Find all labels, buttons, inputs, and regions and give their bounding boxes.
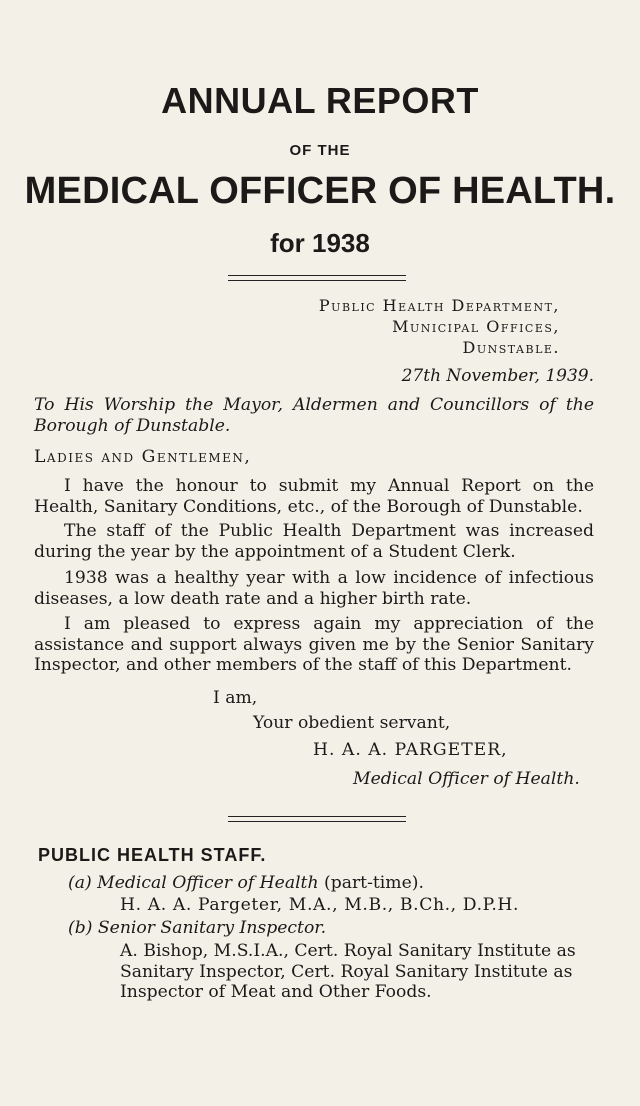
signature-name: H. A. A. PARGETER, (313, 740, 508, 760)
staff-b-marker: (b) (68, 918, 93, 938)
staff-b-line-2: Sanitary Inspector, Cert. Royal Sanitary Institute as (120, 962, 573, 982)
staff-b-title: Senior Sanitary Inspector. (97, 918, 327, 938)
closing-servant: Your obedient servant, (253, 713, 451, 733)
staff-a-note: (part-time). (324, 873, 424, 893)
letter-salutation (34, 395, 594, 436)
closing-i-am: I am, (213, 688, 258, 708)
divider-rule (228, 275, 406, 281)
staff-item-a (68, 873, 424, 893)
address-town: Dunstable. (462, 338, 560, 357)
report-title: ANNUAL REPORT (161, 80, 479, 121)
address-department: Public Health Department, (318, 296, 560, 315)
letter-greeting: Ladies and Gentlemen, (34, 447, 252, 467)
paragraph-1: I have the honour to submit my Annual Report on the Health, Sanitary Conditions, etc., of the Borough of Dunstable. (34, 476, 594, 517)
paragraph-3: 1938 was a healthy year with a low incidence of infectious diseases, a low death rate and a higher birth rate. (34, 568, 594, 609)
paragraph-4: I am pleased to express again my appreciation of the assistance and support always given me by the Senior Sanitary Inspector, and other members of the staff of this Department. (34, 614, 594, 675)
staff-a-name: H. A. A. Pargeter, M.A., M.B., B.Ch., D.P.H. (120, 895, 520, 915)
staff-b-line-1: A. Bishop, M.S.I.A., Cert. Royal Sanitary Institute as (120, 941, 576, 961)
staff-item-b (68, 918, 326, 938)
paragraph-2: The staff of the Public Health Department was increased during the year by the appointment of a Student Clerk. (34, 521, 594, 562)
staff-heading: PUBLIC HEALTH STAFF. (38, 845, 267, 865)
staff-b-line-3: Inspector of Meat and Other Foods. (120, 982, 432, 1002)
report-year: for 1938 (270, 228, 370, 258)
divider-rule-2 (228, 816, 406, 822)
signature-title: Medical Officer of Health. (353, 769, 580, 789)
report-title-of-the: OF THE (289, 142, 351, 159)
salutation-text: To His Worship the Mayor, Aldermen and Councillors of the Borough of Dunstable. (34, 395, 594, 436)
address-offices: Municipal Offices, (392, 317, 560, 336)
letter-date: 27th November, 1939. (401, 366, 594, 386)
staff-a-marker: (a) (68, 873, 92, 893)
report-title-officer: MEDICAL OFFICER OF HEALTH. (24, 170, 616, 212)
staff-a-title: Medical Officer of Health (97, 873, 319, 893)
